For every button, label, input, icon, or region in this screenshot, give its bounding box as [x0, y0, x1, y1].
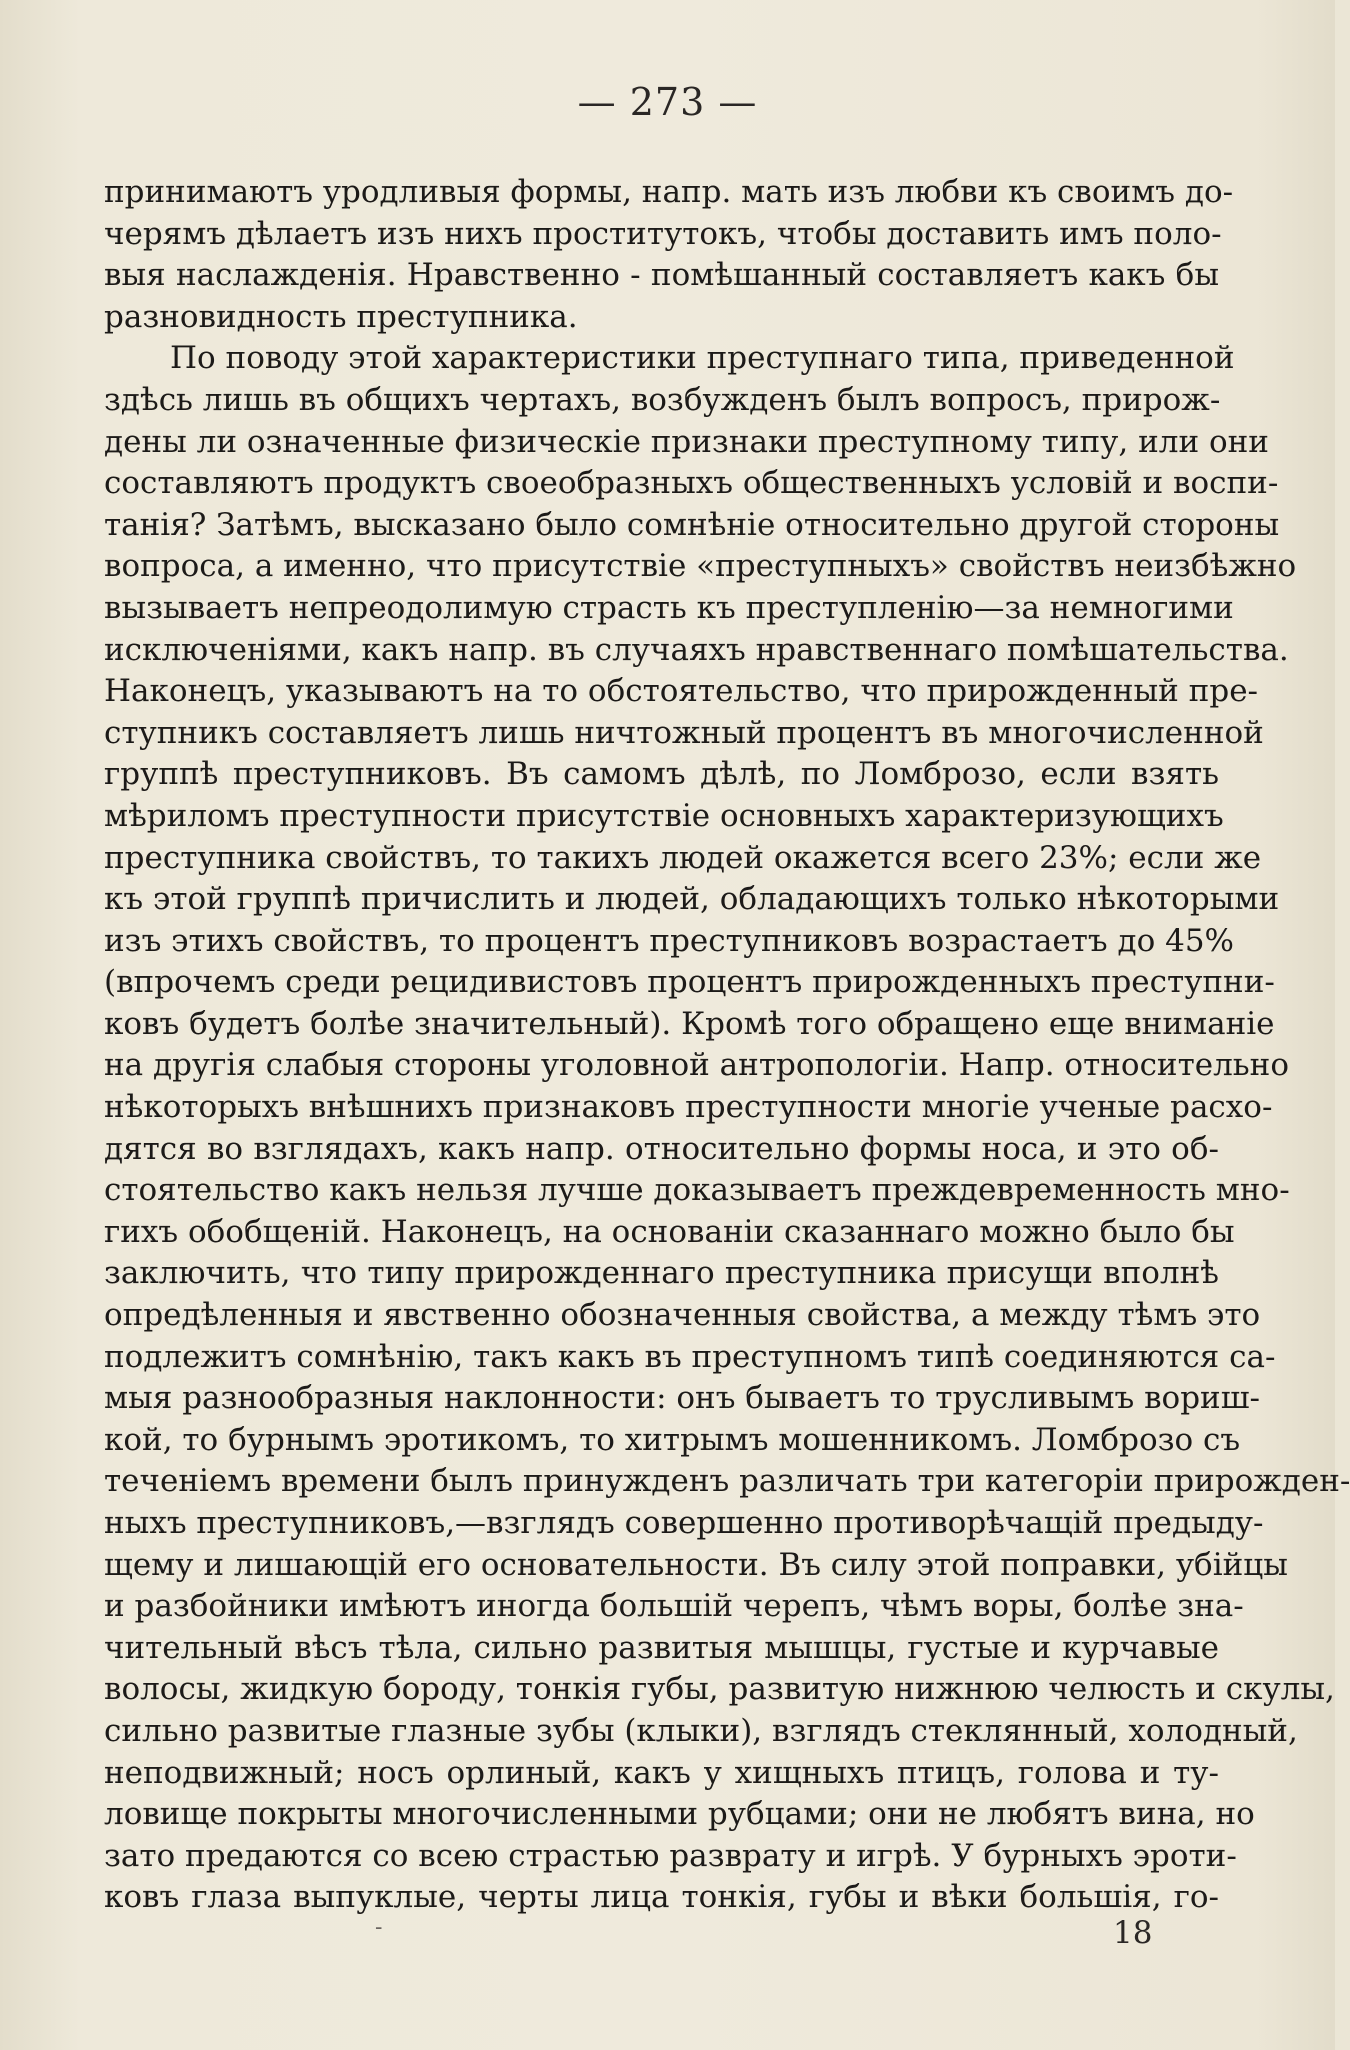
page-number: — 273 —: [577, 80, 758, 124]
text-line: черямъ дѣлаетъ изъ нихъ проститутокъ, чтобы доставить имъ поло-: [104, 215, 1222, 252]
text-line: группѣ преступниковъ. Въ самомъ дѣлѣ, по Ломброзо, если взять: [104, 756, 1219, 793]
text-line: стоятельство какъ нельзя лучше доказываетъ преждевременность мно-: [104, 1172, 1290, 1209]
text-line: на другія слабыя стороны уголовной антропологіи. Напр. относительно: [104, 1047, 1289, 1084]
text-line: принимаютъ уродливыя формы, напр. мать изъ любви къ своимъ до-: [104, 174, 1234, 210]
text-line: и разбойники имѣютъ иногда большій черепъ, чѣмъ воры, болѣе зна-: [104, 1588, 1244, 1625]
text-line: ныхъ преступниковъ,—взглядъ совершенно противорѣчащій предыду-: [104, 1505, 1264, 1541]
text-line: теченіемъ времени былъ принужденъ различать три категоріи прирожден-: [104, 1463, 1350, 1500]
text-line: составляютъ продуктъ своеобразныхъ общественныхъ условій и воспи-: [104, 465, 1279, 502]
text-line: нѣкоторыхъ внѣшнихъ признаковъ преступности многіе ученые расхо-: [104, 1089, 1273, 1126]
signature-number: 18: [1113, 1915, 1153, 1951]
text-line: мѣриломъ преступности присутствіе основныхъ характеризующихъ: [104, 797, 1224, 834]
text-line: исключеніями, какъ напр. въ случаяхъ нравственнаго помѣшательства.: [104, 631, 1289, 668]
footer-mark: -: [375, 1915, 383, 1940]
text-line: къ этой группѣ причислить и людей, обладающихъ только нѣкоторыми: [104, 881, 1280, 918]
text-line: ковъ будетъ болѣе значительный). Кромѣ того обращено еще вниманіе: [104, 1005, 1275, 1042]
text-line: кой, то бурнымъ эротикомъ, то хитрымъ мошенникомъ. Ломброзо съ: [104, 1421, 1241, 1458]
body-text: [104, 172, 1350, 1919]
text-line: заключить, что типу прирожденнаго преступника присущи вполнѣ: [104, 1255, 1219, 1292]
text-line: вопроса, а именно, что присутствіе «преступныхъ» свойствъ неизбѣжно: [104, 548, 1297, 585]
text-line: неподвижный; носъ орлиный, какъ у хищныхъ птицъ, голова и ту-: [104, 1754, 1219, 1791]
text-line: ловище покрыты многочисленными рубцами; они не любятъ вина, но: [104, 1796, 1255, 1833]
text-line: танія? Затѣмъ, высказано было сомнѣніе относительно другой стороны: [104, 506, 1280, 543]
text-line: зато предаются со всею страстью разврату и игрѣ. У бурныхъ эроти-: [104, 1837, 1237, 1874]
text-line: щему и лишающій его основательности. Въ силу этой поправки, убійцы: [104, 1546, 1288, 1583]
text-line: гихъ обобщеній. Наконецъ, на основаніи сказаннаго можно было бы: [104, 1213, 1235, 1250]
text-line: (впрочемъ среди рецидивистовъ процентъ прирожденныхъ преступни-: [104, 964, 1275, 1001]
text-line: дятся во взглядахъ, какъ напр. относительно формы носа, и это об-: [104, 1130, 1219, 1167]
text-line: ковъ глаза выпуклые, черты лица тонкія, губы и вѣки большія, го-: [104, 1879, 1219, 1916]
text-line: здѣсь лишь въ общихъ чертахъ, возбужденъ былъ вопросъ, прирож-: [104, 381, 1221, 418]
text-line: подлежитъ сомнѣнію, такъ какъ въ преступномъ типѣ соединяются са-: [104, 1338, 1276, 1375]
text-line: волосы, жидкую бороду, тонкія губы, развитую нижнюю челюсть и скулы,: [104, 1671, 1335, 1708]
text-line: сильно развитые глазные зубы (клыки), взглядъ стеклянный, холодный,: [104, 1712, 1298, 1749]
text-line: разновидность преступника.: [104, 298, 578, 335]
text-line: вызываетъ непреодолимую страсть къ преступленію—за немногими: [104, 589, 1234, 626]
text-line: По поводу этой характеристики преступнаго типа, приведенной: [170, 340, 1235, 377]
text-line: изъ этихъ свойствъ, то процентъ преступниковъ возрастаетъ до 45%: [104, 922, 1235, 959]
text-line: преступника свойствъ, то такихъ людей окажется всего 23%; если же: [104, 839, 1262, 876]
text-line: ступникъ составляетъ лишь ничтожный процентъ въ многочисленной: [104, 714, 1264, 751]
text-line: мыя разнообразныя наклонности: онъ бываетъ то трусливымъ вориш-: [104, 1380, 1260, 1417]
text-line: дены ли означенные физическіе признаки преступному типу, или они: [104, 423, 1269, 460]
text-line: выя наслажденія. Нравственно - помѣшанный составляетъ какъ бы: [104, 257, 1219, 294]
text-line: Наконецъ, указываютъ на то обстоятельство, что прирожденный пре-: [104, 673, 1259, 710]
text-line: опредѣленныя и явственно обозначенныя свойства, а между тѣмъ это: [104, 1297, 1261, 1334]
text-line: чительный вѣсъ тѣла, сильно развитыя мышцы, густые и курчавые: [104, 1629, 1219, 1666]
